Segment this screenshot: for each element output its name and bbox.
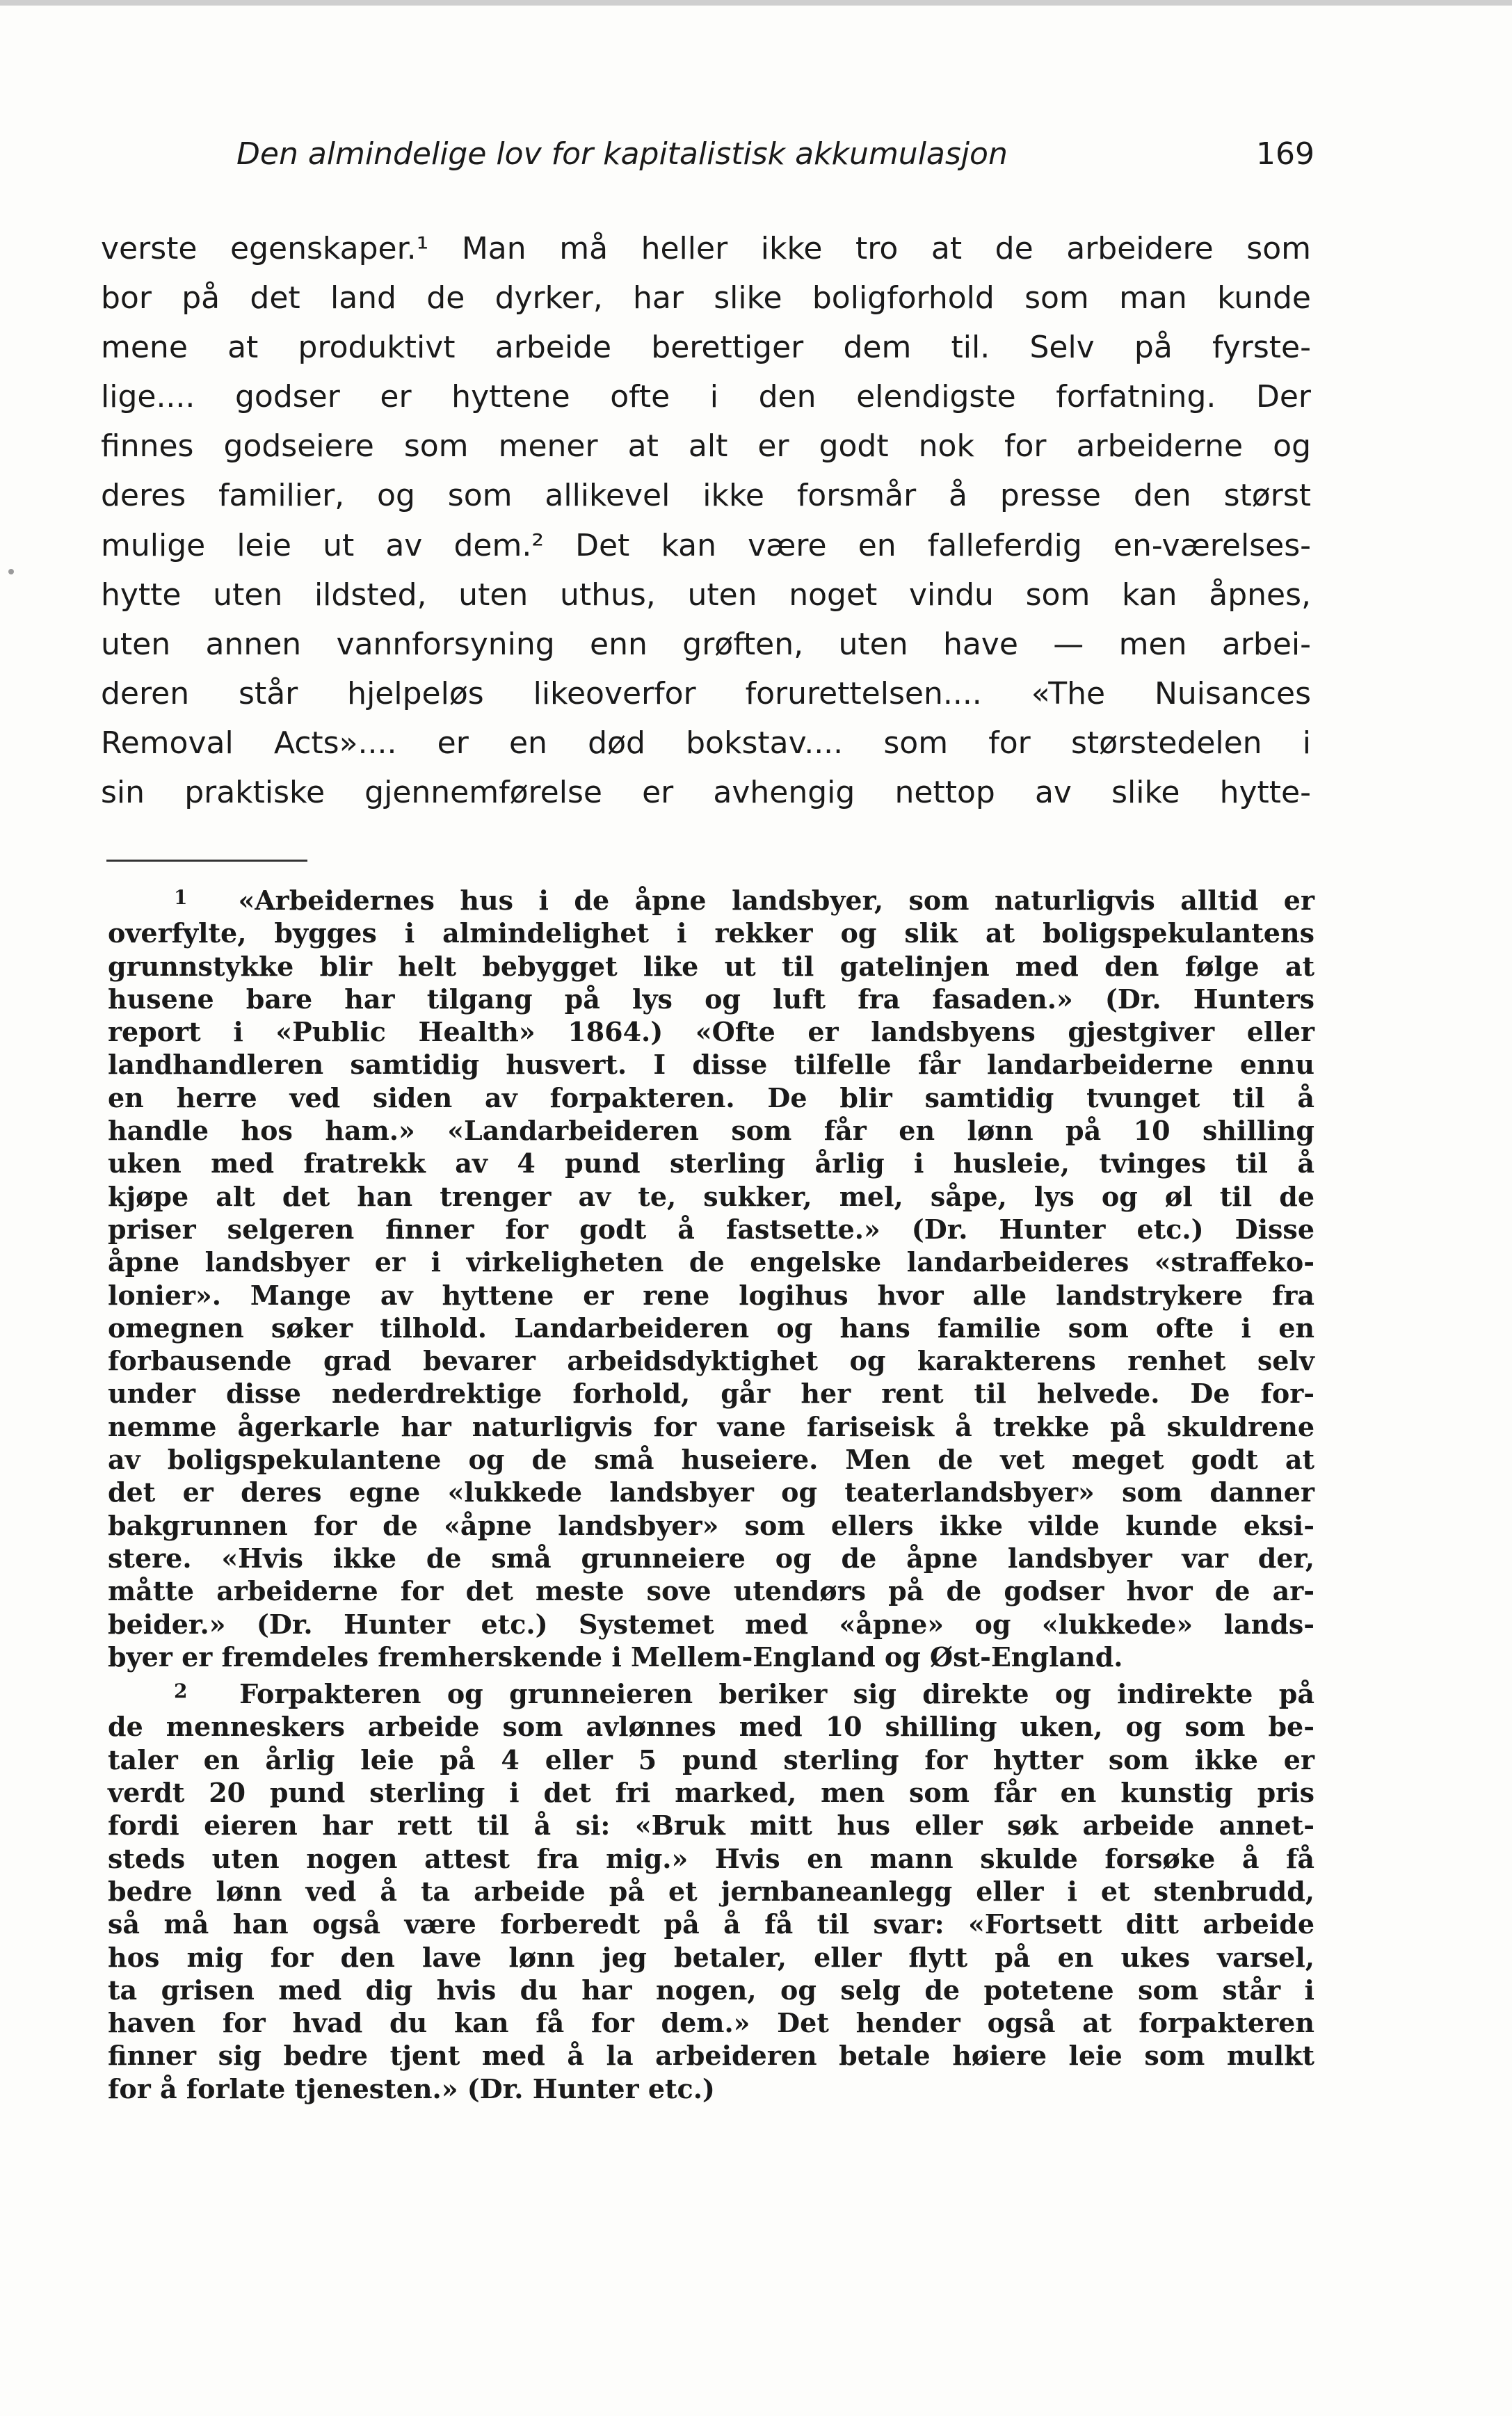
main-text-block (101, 224, 1311, 817)
text-line: uten annen vannforsyning enn grøften, uten have — men arbei- (101, 626, 1311, 662)
margin-mark (8, 569, 14, 574)
footnote-2-line: de menneskers arbeide som avlønnes med 10 shilling uken, og som be- (108, 1711, 1314, 1743)
footnote-1-line: husene bare har tilgang på lys og luft fra fasaden.» (Dr. Hunters (108, 983, 1314, 1015)
footnote-1-line: det er deres egne «lukkede landsbyer og teaterlandsbyer» som danner (108, 1476, 1314, 1508)
footnote-marker: 1 (174, 886, 188, 909)
footnote-2-line: taler en årlig leie på 4 eller 5 pund sterling for hytter som ikke er (108, 1743, 1314, 1775)
footnote-separator (106, 860, 307, 862)
footnote-2-line (108, 1677, 1314, 1710)
footnote-1-line: handle hos ham.» «Landarbeideren som får en lønn på 10 shilling (108, 1115, 1314, 1147)
text-line: sin praktiske gjennemførelse er avhengig nettop av slike hytte- (101, 775, 1311, 811)
text-line: finnes godseiere som mener at alt er godt nok for arbeiderne og (101, 428, 1311, 465)
text-line: Removal Acts».... er en død bokstav.... som for størstedelen i (101, 725, 1311, 761)
footnote-2-line: haven for hvad du kan få for dem.» Det hender også at forpakteren (108, 2007, 1314, 2039)
text-line: verste egenskaper.¹ Man må heller ikke tro at de arbeidere som (101, 231, 1311, 266)
footnote-text: «Arbeidernes hus i de åpne landsbyer, som naturligvis alltid er (238, 885, 1314, 916)
footnote-1-line: åpne landsbyer er i virkeligheten de engelske landarbeideres «straffeko- (108, 1246, 1314, 1278)
footnote-1-line: stere. «Hvis ikke de små grunneiere og de åpne landsbyer var der, (108, 1542, 1314, 1574)
footnote-2-line: steds uten nogen attest fra mig.» Hvis en mann skulde forsøke å få (108, 1842, 1314, 1874)
footnote-1-line: overfylte, bygges i almindelighet i rekker og slik at boligspekulantens (108, 917, 1314, 949)
page-header (236, 127, 1314, 182)
footnote-1-line (108, 884, 1314, 917)
text-line: hytte uten ildsted, uten uthus, uten noget vindu som kan åpnes, (101, 577, 1311, 613)
footnote-1-line: kjøpe alt det han trenger av te, sukker, mel, såpe, lys og øl til de (108, 1180, 1314, 1212)
footnote-1-line: report i «Public Health» 1864.) «Ofte er landsbyens gjestgiver eller (108, 1016, 1314, 1048)
text-line: lige.... godser er hyttene ofte i den elendigste forfatning. Der (101, 379, 1311, 415)
footnote-1-line: under disse nederdrektige forhold, går her rent til helvede. De for- (108, 1378, 1314, 1410)
footnote-2-line: for å forlate tjenesten.» (Dr. Hunter etc.) (108, 2072, 715, 2104)
footnote-1-line: lonier». Mange av hyttene er rene logihus hvor alle landstrykere fra (108, 1279, 1314, 1311)
scan-top-edge (0, 0, 1512, 6)
footnote-2-line: bedre lønn ved å ta arbeide på et jernbaneanlegg eller i et stenbrudd, (108, 1875, 1314, 1907)
text-line: mulige leie ut av dem.² Det kan være en falleferdig en-værelses- (101, 527, 1311, 563)
footnote-2-line: fordi eieren har rett til å si: «Bruk mitt hus eller søk arbeide annet- (108, 1810, 1314, 1842)
footnote-1-line: uken med fratrekk av 4 pund sterling årlig i husleie, tvinges til å (108, 1147, 1314, 1179)
footnote-1-line: en herre ved siden av forpakteren. De blir samtidig tvunget til å (108, 1081, 1314, 1113)
text-line: deres familier, og som allikevel ikke forsmår å presse den størst (101, 478, 1311, 514)
footnote-2-line: ta grisen med dig hvis du har nogen, og selg de potetene som står i (108, 1974, 1314, 2006)
text-line: mene at produktivt arbeide berettiger dem til. Selv på fyrste- (101, 330, 1311, 366)
footnote-1-line: nemme ågerkarle har naturligvis for vane fariseisk å trekke på skuldrene (108, 1410, 1314, 1442)
footnote-1-line: måtte arbeiderne for det meste sove utendørs på de godser hvor de ar- (108, 1575, 1314, 1607)
footnote-1-line: grunnstykke blir helt bebygget like ut til gatelinjen med den følge at (108, 950, 1314, 982)
footnote-marker: 2 (174, 1680, 188, 1703)
running-title: Den almindelige lov for kapitalistisk akkumulasjon (236, 136, 1008, 172)
footnote-2-line: så må han også være forberedt på å få til svar: «Fortsett ditt arbeide (108, 1908, 1314, 1940)
footnote-1-line: landhandleren samtidig husvert. I disse tilfelle får landarbeiderne ennu (108, 1049, 1314, 1081)
footnote-2-line: verdt 20 pund sterling i det fri marked, men som får en kunstig pris (108, 1777, 1314, 1809)
page-number: 169 (1256, 136, 1314, 172)
text-line: bor på det land de dyrker, har slike boligforhold som man kunde (101, 280, 1311, 316)
footnote-1-line: av boligspekulantene og de små huseiere. Men de vet meget godt at (108, 1444, 1314, 1476)
footnote-text: Forpakteren og grunneieren beriker sig direkte og indirekte på (239, 1678, 1314, 1710)
footnote-1-line: beider.» (Dr. Hunter etc.) Systemet med «åpne» og «lukkede» lands- (108, 1608, 1314, 1640)
footnote-1-line: byer er fremdeles fremherskende i Mellem-England og Øst-England. (108, 1641, 1123, 1673)
footnote-2-line: finner sig bedre tjent med å la arbeideren betale høiere leie som mulkt (108, 2040, 1314, 2072)
footnote-1-line: priser selgeren finner for godt å fastsette.» (Dr. Hunter etc.) Disse (108, 1213, 1314, 1245)
footnote-2-line: hos mig for den lave lønn jeg betaler, eller flytt på en ukes varsel, (108, 1941, 1314, 1973)
footnote-1-line: bakgrunnen for de «åpne landsbyer» som ellers ikke vilde kunde eksi- (108, 1509, 1314, 1541)
footnote-1-line: omegnen søker tilhold. Landarbeideren og hans familie som ofte i en (108, 1312, 1314, 1344)
text-line: deren står hjelpeløs likeoverfor forurettelsen.... «The Nuisances (101, 675, 1311, 711)
footnotes (108, 884, 1314, 2105)
footnote-1-line: forbausende grad bevarer arbeidsdyktighet og karakterens renhet selv (108, 1345, 1314, 1377)
